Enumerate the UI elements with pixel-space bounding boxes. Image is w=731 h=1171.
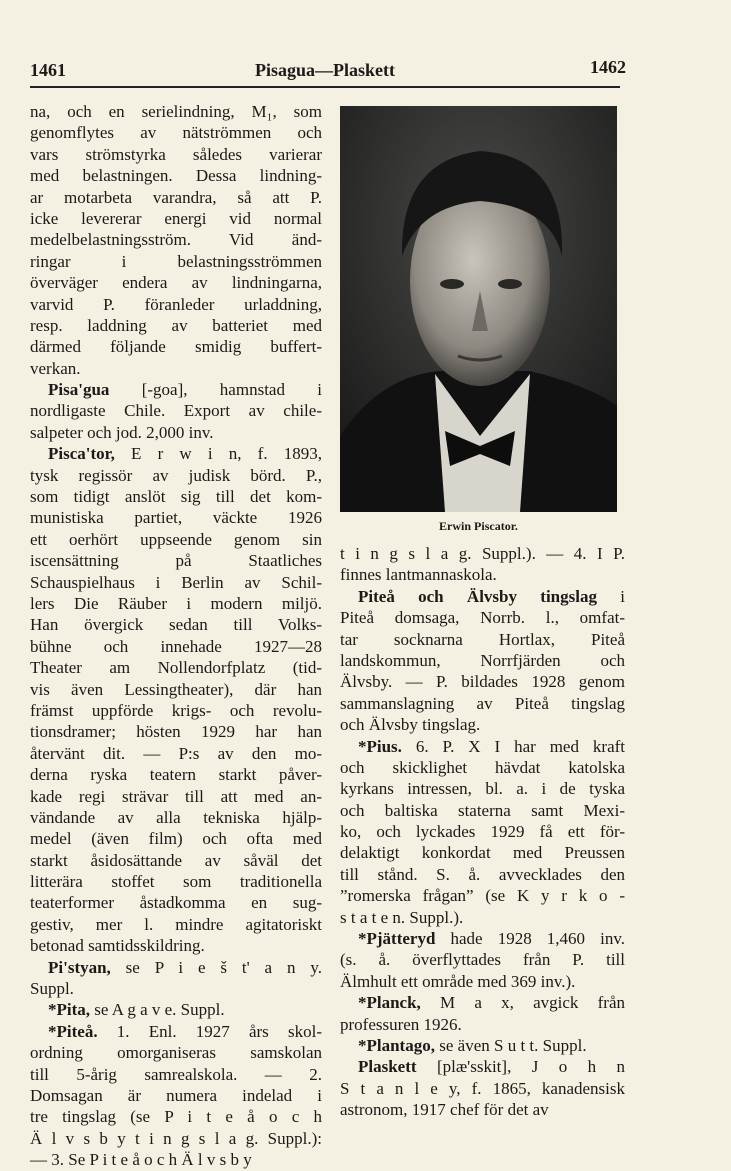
text-line [30, 978, 322, 999]
line-text: medelbelastningsström. Vid änd- [30, 230, 322, 250]
text-line [340, 564, 625, 585]
entry [340, 928, 625, 992]
text-line [30, 999, 322, 1020]
text-line [30, 1021, 322, 1042]
line-text: i [596, 586, 625, 606]
line-text: ett oerhört uppseende genom sin [30, 529, 322, 549]
entry-continuation [340, 543, 625, 586]
text-line [30, 1106, 322, 1127]
line-text: gestiv, mer l. mindre agitatoriskt [30, 914, 322, 934]
text-line [30, 507, 322, 528]
text-line [30, 572, 322, 593]
text-line [30, 657, 322, 678]
text-line [30, 443, 322, 464]
line-text: resp. laddning av batteriet med [30, 315, 322, 335]
line-text: finnes lantmannaskola. [340, 565, 497, 585]
line-text: ringar i belastningsströmmen [30, 251, 322, 271]
text-line [340, 1035, 625, 1056]
entry [340, 1035, 625, 1056]
line-text: hade 1928 1,460 inv. [435, 929, 625, 949]
line-text: och Älvsby tingslag. [340, 715, 481, 735]
text-line [30, 379, 322, 400]
text-line [340, 607, 625, 628]
line-text: munistiska partiet, väckte 1926 [30, 508, 322, 528]
text-line [30, 614, 322, 635]
text-line [30, 294, 322, 315]
entry-headword: *Pita, [48, 1000, 91, 1020]
text-line [30, 721, 322, 742]
text-line [30, 1042, 322, 1063]
entry [30, 1021, 322, 1171]
line-text: återvänt dit. — P:s av den mo- [30, 743, 322, 763]
entry-headword: Pisca'tor, [48, 444, 115, 464]
text-line [30, 786, 322, 807]
line-text: [plæ'sskit], J o h n [416, 1057, 625, 1077]
text-line [30, 550, 322, 571]
line-text: som tidigt anslöt sig till det kom- [30, 487, 322, 507]
line-text: vars strömstyrka således varierar [30, 144, 322, 164]
text-line [30, 144, 322, 165]
text-line [30, 165, 322, 186]
text-line [30, 1128, 322, 1149]
line-text: kyrkans intressen, bl. a. i de tyska [340, 779, 625, 799]
text-line [30, 208, 322, 229]
line-text: nordligaste Chile. Export av chile- [30, 401, 322, 421]
text-line [30, 807, 322, 828]
line-text: och baltiska staterna samt Mexi- [340, 800, 625, 820]
text-line [340, 842, 625, 863]
photo-caption: Erwin Piscator. [439, 519, 518, 533]
text-line [340, 928, 625, 949]
entry-headword: *Piteå. [48, 1021, 98, 1041]
text-line [30, 1149, 322, 1170]
text-line [30, 465, 322, 486]
text-line [340, 800, 625, 821]
line-text: se A g a v e. Suppl. [90, 1000, 225, 1020]
text-line [30, 422, 322, 443]
line-text: starkt åsidosättande av såväl det [30, 850, 322, 870]
line-text: vis även Lessingtheater), där han [30, 679, 322, 699]
line-text: ko, och lyckades 1929 få ett för- [340, 822, 625, 842]
text-line [30, 529, 322, 550]
text-line [340, 543, 625, 564]
text-line [340, 757, 625, 778]
line-text: 1. Enl. 1927 års skol- [97, 1021, 322, 1041]
text-line [30, 315, 322, 336]
text-line [30, 1064, 322, 1085]
line-text: genomflytes av nätströmmen och [30, 123, 322, 143]
right-column [340, 543, 625, 1121]
line-text: landskommun, Norrfjärden och [340, 650, 625, 670]
text-line [30, 593, 322, 614]
entry-headword: *Pius. [358, 736, 402, 756]
line-text: ”romerska frågan” (se K y r k o - [340, 886, 625, 906]
text-line [340, 821, 625, 842]
line-text: till 5-årig samrealskola. — 2. [30, 1064, 322, 1084]
entry [30, 379, 322, 443]
entry-headword: Pisa'gua [48, 380, 110, 400]
line-text: tre tingslag (se P i t e å o c h [30, 1107, 322, 1127]
line-text: Piteå domsaga, Norrb. l., omfat- [340, 608, 625, 628]
entry [30, 957, 322, 1000]
line-text: Domsagan är numera indelad i [30, 1085, 322, 1105]
text-line [30, 229, 322, 250]
text-line [30, 336, 322, 357]
text-line [340, 992, 625, 1013]
line-text: Älvsby. — P. bildades 1928 genom [340, 672, 625, 692]
text-line [30, 914, 322, 935]
text-line [30, 892, 322, 913]
text-line [30, 486, 322, 507]
line-text: astronom, 1917 chef för det av [340, 1100, 549, 1120]
entry-headword: *Planck, [358, 993, 421, 1013]
text-line [340, 778, 625, 799]
entry [340, 992, 625, 1035]
line-text: och skicklighet hävdat katolska [340, 757, 625, 777]
line-text: S t a n l e y, f. 1865, kanadensisk [340, 1078, 625, 1098]
line-text: delaktigt konkordat med Preussen [340, 843, 625, 863]
text-line [340, 629, 625, 650]
text-line [340, 864, 625, 885]
text-line [340, 650, 625, 671]
line-text: ar motarbeta varandra, så att P. [30, 187, 322, 207]
portrait-photo [340, 106, 617, 512]
text-line [30, 122, 322, 143]
text-line [30, 871, 322, 892]
line-text: — 3. Se P i t e å o c h Ä l v s b y [30, 1150, 252, 1170]
text-line [340, 736, 625, 757]
line-text: tionsdramer; hösten 1929 har han [30, 722, 322, 742]
entry [340, 736, 625, 929]
page-number-left: 1461 [30, 60, 66, 80]
line-text: till stånd. S. å. avvecklades den [340, 864, 625, 884]
text-line [30, 764, 322, 785]
entry [30, 999, 322, 1020]
header-rule [30, 86, 620, 88]
text-line [340, 885, 625, 906]
entry [30, 443, 322, 956]
line-text: överväger endera av lindningarna, [30, 273, 322, 293]
page-number-right: 1462 [590, 57, 626, 77]
line-text: Theater am Nollendorfplatz (tid- [30, 658, 322, 678]
line-text: därmed följande smidig buffert- [30, 337, 322, 357]
line-text: litterära stoffet som traditionella [30, 872, 322, 892]
text-line [30, 679, 322, 700]
text-line [30, 935, 322, 956]
line-text: derna ryska teatern starkt påver- [30, 765, 322, 785]
text-line [30, 1085, 322, 1106]
text-line [340, 1078, 625, 1099]
line-text: 6. P. X I har med kraft [401, 736, 625, 756]
line-text: med belastningen. Dessa lindning- [30, 166, 322, 186]
text-line [30, 743, 322, 764]
text-line [30, 828, 322, 849]
text-line [340, 714, 625, 735]
text-line [340, 949, 625, 970]
line-text: iscensättning på Staatliches [30, 551, 322, 571]
line-text: verkan. [30, 358, 81, 378]
line-text: salpeter och jod. 2,000 inv. [30, 422, 214, 442]
entry [340, 1056, 625, 1120]
text-line [30, 700, 322, 721]
line-text: kade regi strävar till att med an- [30, 786, 322, 806]
line-text: ordning omorganiseras samskolan [30, 1043, 322, 1063]
entry-headword: *Pjätteryd [358, 929, 436, 949]
line-text: E r w i n, f. 1893, [114, 444, 322, 464]
entry-continuation [30, 101, 322, 379]
line-text: varvid P. föranleder urladdning, [30, 294, 322, 314]
left-column [30, 101, 322, 1171]
entry-headword: Plaskett [358, 1057, 417, 1077]
text-line [30, 272, 322, 293]
line-text: vändande av alla tekniska hjälp- [30, 807, 322, 827]
text-line [30, 400, 322, 421]
text-line [30, 850, 322, 871]
entry [340, 586, 625, 736]
text-line [340, 907, 625, 928]
line-text: icke levererar energi vid normal [30, 208, 322, 228]
line-text: betonad samtidsskildring. [30, 936, 205, 956]
line-text: tar socknarna Hortlax, Piteå [340, 629, 625, 649]
text-line [30, 957, 322, 978]
text-line [340, 1056, 625, 1077]
text-line [340, 1099, 625, 1120]
text-line [30, 101, 322, 122]
text-line [340, 1014, 625, 1035]
text-line [340, 971, 625, 992]
text-line [340, 693, 625, 714]
line-text: t i n g s l a g. Suppl.). — 4. I P. [340, 544, 625, 563]
line-text: Suppl. [30, 979, 74, 999]
line-text: Han övergick sedan till Volks- [30, 615, 322, 635]
portrait-image [340, 106, 617, 512]
line-text: Schauspielhaus i Berlin av Schil- [30, 572, 322, 592]
entry-headword: *Plantago, [358, 1035, 435, 1055]
text-line [30, 251, 322, 272]
text-line [30, 636, 322, 657]
line-text: (s. å. överflyttades från P. till [340, 950, 625, 970]
line-text: tysk regissör av judisk börd. P., [30, 465, 322, 485]
text-line [340, 586, 625, 607]
line-text: se även S u t t. Suppl. [434, 1035, 587, 1055]
running-title: Pisagua—Plaskett [254, 60, 395, 80]
line-text: teaterformer åstadkomma en sug- [30, 893, 322, 913]
line-text: lers Die Räuber i modern miljö. [30, 593, 322, 613]
line-text: professuren 1926. [340, 1014, 462, 1034]
line-text: bühne och innehade 1927—28 [30, 636, 322, 656]
entry-headword: Piteå och Älvsby tingslag [358, 586, 597, 606]
entry-headword: Pi'styan, [48, 957, 111, 977]
line-text: Älmhult ett område med 369 inv.). [340, 971, 576, 991]
text-line [30, 187, 322, 208]
line-text: främst uppförde krigs- och revolu- [30, 700, 322, 720]
line-text: sammanslagning av Piteå tingslag [340, 693, 625, 713]
line-text: na, och en serielindning, M₁, som [30, 102, 322, 121]
line-text: s t a t e n. Suppl.). [340, 907, 464, 927]
line-text: M a x, avgick från [420, 993, 625, 1013]
line-text: medel (även film) och ofta med [30, 829, 322, 849]
text-line [30, 358, 322, 379]
text-line [340, 671, 625, 692]
line-text: [-goa], hamnstad i [109, 380, 322, 400]
line-text: se P i e š t' a n y. [110, 957, 322, 977]
line-text: Ä l v s b y t i n g s l a g. Suppl.): [30, 1128, 322, 1148]
